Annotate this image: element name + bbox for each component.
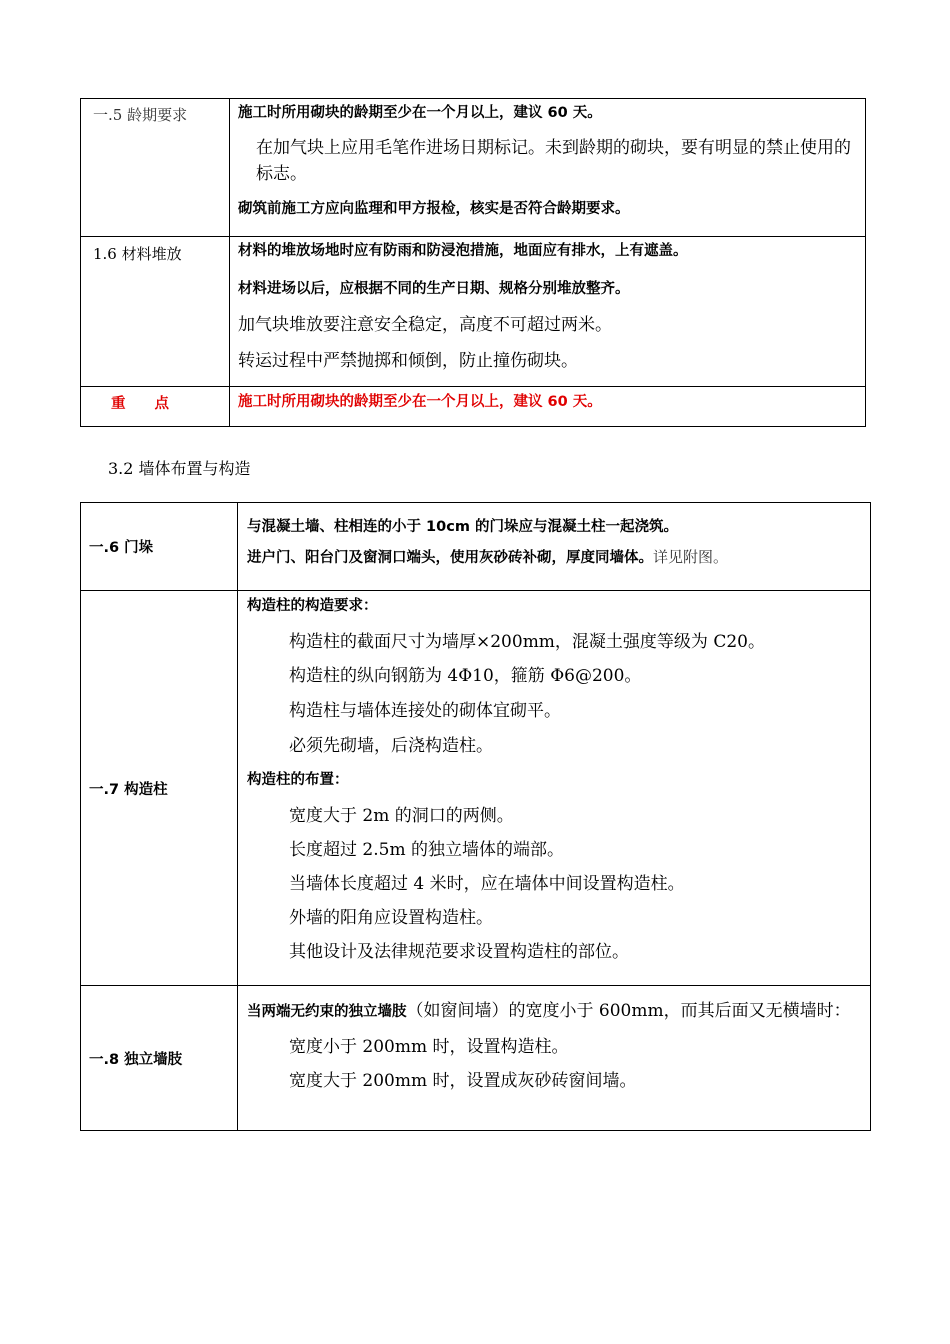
content-line: 与混凝土墙、柱相连的小于 10cm 的门垛应与混凝土柱一起浇筑。 bbox=[247, 519, 678, 535]
row-label: 一.6 门垛 bbox=[89, 540, 154, 556]
row-content-cell bbox=[230, 387, 866, 427]
content-line bbox=[247, 998, 864, 1025]
content-line: 构造柱的截面尺寸为墙厚×200mm，混凝土强度等级为 C20。 bbox=[289, 632, 765, 652]
content-line: 构造柱的纵向钢筋为 4Φ10，箍筋 Φ6@200。 bbox=[289, 666, 642, 686]
content-normal-part: （如窗间墙）的宽度小于 600mm，而其后面又无横墙时： bbox=[406, 1001, 851, 1021]
table-row bbox=[81, 99, 866, 237]
content-line: 长度超过 2.5m 的独立墙体的端部。 bbox=[289, 840, 564, 860]
content-line: 在加气块上应用毛笔作进场日期标记。未到龄期的砌块，要有明显的禁止使用的标志。 bbox=[256, 138, 851, 184]
table-row bbox=[81, 387, 866, 427]
row-label-cell bbox=[81, 387, 230, 427]
row-label-cell bbox=[81, 591, 238, 986]
table-row bbox=[81, 503, 871, 591]
material-requirements-table bbox=[80, 98, 866, 427]
content-bold-part: 进户门、阳台门及窗洞口端头，使用灰砂砖补砌，厚度同墙体。 bbox=[247, 550, 653, 566]
wall-construction-table bbox=[80, 502, 871, 1131]
content-bold-part: 当两端无约束的独立墙肢 bbox=[247, 1004, 407, 1020]
table-row bbox=[81, 591, 871, 986]
row-content-cell bbox=[230, 237, 866, 387]
row-label-cell bbox=[81, 503, 238, 591]
row-content-cell bbox=[230, 99, 866, 237]
key-point-label: 重 点 bbox=[111, 396, 169, 412]
row-label-cell bbox=[81, 99, 230, 237]
key-point-text: 施工时所用砌块的龄期至少在一个月以上，建议 60 天。 bbox=[238, 394, 602, 410]
row-label: 一.5 龄期要求 bbox=[93, 106, 188, 124]
content-line: 其他设计及法律规范要求设置构造柱的部位。 bbox=[289, 942, 629, 962]
row-content-cell bbox=[238, 503, 871, 591]
content-line: 转运过程中严禁抛掷和倾倒，防止撞伤砌块。 bbox=[238, 351, 578, 371]
content-line: 施工时所用砌块的龄期至少在一个月以上，建议 60 天。 bbox=[238, 105, 602, 121]
row-label-cell bbox=[81, 986, 238, 1131]
content-line: 当墙体长度超过 4 米时，应在墙体中间设置构造柱。 bbox=[289, 874, 685, 894]
row-label-cell bbox=[81, 237, 230, 387]
content-line: 必须先砌墙，后浇构造柱。 bbox=[289, 736, 493, 756]
table-row bbox=[81, 986, 871, 1131]
row-content-cell bbox=[238, 591, 871, 986]
section-heading: 3.2 墙体布置与构造 bbox=[108, 459, 251, 478]
content-line: 砌筑前施工方应向监理和甲方报检，核实是否符合龄期要求。 bbox=[238, 201, 630, 217]
table-row bbox=[81, 237, 866, 387]
content-line: 材料的堆放场地时应有防雨和防浸泡措施，地面应有排水，上有遮盖。 bbox=[238, 243, 688, 259]
content-line: 材料进场以后，应根据不同的生产日期、规格分别堆放整齐。 bbox=[238, 281, 630, 297]
content-normal-part: 详见附图。 bbox=[653, 548, 729, 566]
row-content-cell bbox=[238, 986, 871, 1131]
content-line: 宽度小于 200mm 时，设置构造柱。 bbox=[289, 1037, 569, 1057]
content-line: 外墙的阳角应设置构造柱。 bbox=[289, 908, 493, 928]
content-line bbox=[247, 537, 864, 568]
content-line: 加气块堆放要注意安全稳定，高度不可超过两米。 bbox=[238, 315, 612, 335]
row-label: 1.6 材料堆放 bbox=[93, 245, 182, 263]
row-label: 一.7 构造柱 bbox=[89, 781, 168, 798]
content-line: 构造柱与墙体连接处的砌体宜砌平。 bbox=[289, 701, 561, 721]
content-line: 宽度大于 2m 的洞口的两侧。 bbox=[289, 806, 514, 826]
row-label: 一.8 独立墙肢 bbox=[89, 1051, 183, 1068]
subheading: 构造柱的构造要求： bbox=[247, 598, 378, 614]
content-line: 宽度大于 200mm 时，设置成灰砂砖窗间墙。 bbox=[289, 1071, 637, 1091]
subheading: 构造柱的布置： bbox=[247, 772, 349, 788]
